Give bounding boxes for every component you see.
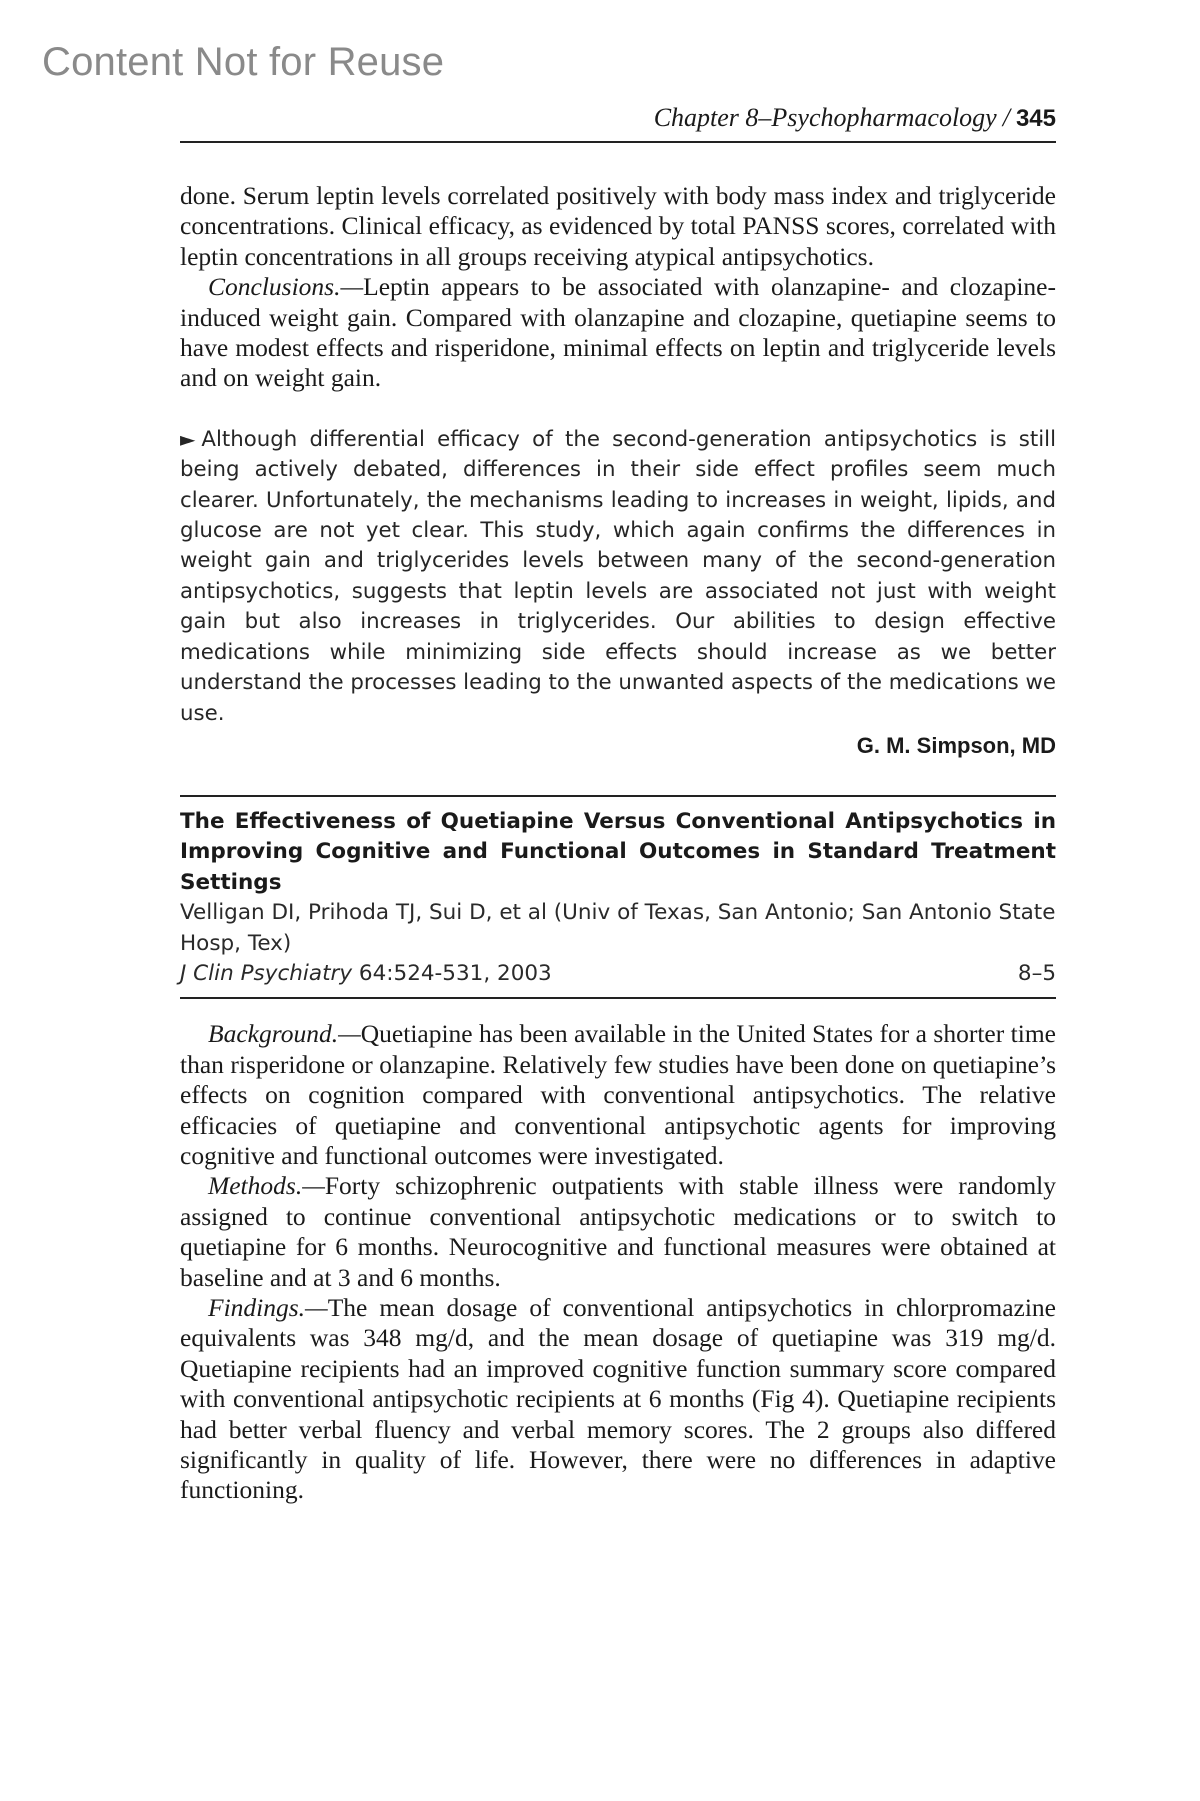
article-title: The Effectiveness of Quetiapine Versus Conventional Antipsychotics in Improving Cognitive and Functional Outcomes in Standard Treatment Settings bbox=[180, 808, 1056, 895]
findings-paragraph bbox=[180, 1293, 1056, 1506]
continuation-paragraph: done. Serum leptin levels correlated positively with body mass index and triglyceride concentrations. Clinical efficacy, as evidenced by total PANSS scores, correlated with leptin concentrations in all groups receiving atypical antipsychotics. bbox=[180, 181, 1056, 271]
methods-paragraph bbox=[180, 1171, 1056, 1293]
commentary-marker-icon: ► bbox=[180, 426, 196, 451]
previous-abstract-continuation bbox=[180, 181, 1056, 394]
page-number: 345 bbox=[1015, 105, 1056, 132]
journal-reference bbox=[180, 959, 552, 989]
background-label: Background.— bbox=[208, 1019, 361, 1049]
running-head-separator: / bbox=[1002, 103, 1010, 132]
header-rule bbox=[180, 141, 1056, 143]
background-text: Quetiapine has been available in the United States for a shorter time than risperidone or olanzapine. Relatively few studies have been done on quetiapine’s effects on cognition compared with conventional antipsychotics. The relative efficacies of quetiapine and conventional antipsychotic agents for improving cognitive and functional outcomes were investigated. bbox=[180, 1019, 1056, 1170]
journal-name: J Clin Psychiatry bbox=[180, 960, 353, 986]
watermark: Content Not for Reuse bbox=[42, 40, 445, 84]
editor-commentary bbox=[180, 424, 1056, 729]
methods-label: Methods.— bbox=[208, 1171, 325, 1201]
findings-label: Findings.— bbox=[208, 1293, 328, 1322]
journal-citation bbox=[180, 959, 1056, 989]
methods-text: Forty schizophrenic outpatients with stable illness were randomly assigned to continue conventional antipsychotic medications or to switch to quetiapine for 6 months. Neurocognitive and functional measures were obtained at baseline and at 3 and 6 months. bbox=[180, 1171, 1056, 1292]
commentary-author: G. M. Simpson, MD bbox=[856, 732, 1056, 758]
running-head bbox=[180, 96, 1056, 141]
journal-volume-pages: 64:524-531, 2003 bbox=[352, 960, 552, 986]
article-top-rule bbox=[180, 795, 1056, 797]
article-abstract bbox=[180, 1019, 1056, 1506]
abstract-number: 8–5 bbox=[1017, 960, 1056, 986]
conclusions-text: Leptin appears to be associated with olanzapine- and clozapine-induced weight gain. Compared with olanzapine and clozapine, quetiapine seems to have modest effects and risperidone, minimal effects on leptin and triglyceride levels and on weight gain. bbox=[180, 272, 1056, 393]
conclusions-paragraph bbox=[180, 272, 1056, 394]
background-paragraph bbox=[180, 1019, 1056, 1171]
article-bottom-rule bbox=[180, 997, 1056, 999]
article-authors: Velligan DI, Prihoda TJ, Sui D, et al (Univ of Texas, San Antonio; San Antonio State Hosp, Tex) bbox=[180, 900, 1056, 956]
conclusions-label: Conclusions.— bbox=[208, 272, 364, 302]
findings-text: The mean dosage of conventional antipsychotics in chlorpromazine equivalents was 348 mg/d, and the mean dosage of quetiapine was 319 mg/d. Quetiapine recipients had an improved cognitive function summary score compared with conventional antipsychotic recipients at 6 months (Fig 4). Quetiapine recipients had better verbal fluency and verbal memory scores. The 2 groups also differed significantly in quality of life. However, there were no differences in adaptive functioning. bbox=[180, 1293, 1056, 1505]
page-content bbox=[180, 96, 1056, 1506]
chapter-title: Chapter 8–Psychopharmacology bbox=[653, 103, 997, 132]
commentary-text: Although differential efficacy of the second-generation antipsychotics is still being actively debated, differences in their side effect profiles seem much clearer. Unfortunately, the mechanisms leading to increases in weight, lipids, and glucose are not yet clear. This study, which again confirms the differences in weight gain and triglycerides levels between many of the second-generation antipsychotics, suggests that leptin levels are associated not just with weight gain but also increases in triglycerides. Our abilities to design effective medications while minimizing side effects should increase as we better understand the processes leading to the unwanted aspects of the medications we use. bbox=[180, 426, 1056, 726]
